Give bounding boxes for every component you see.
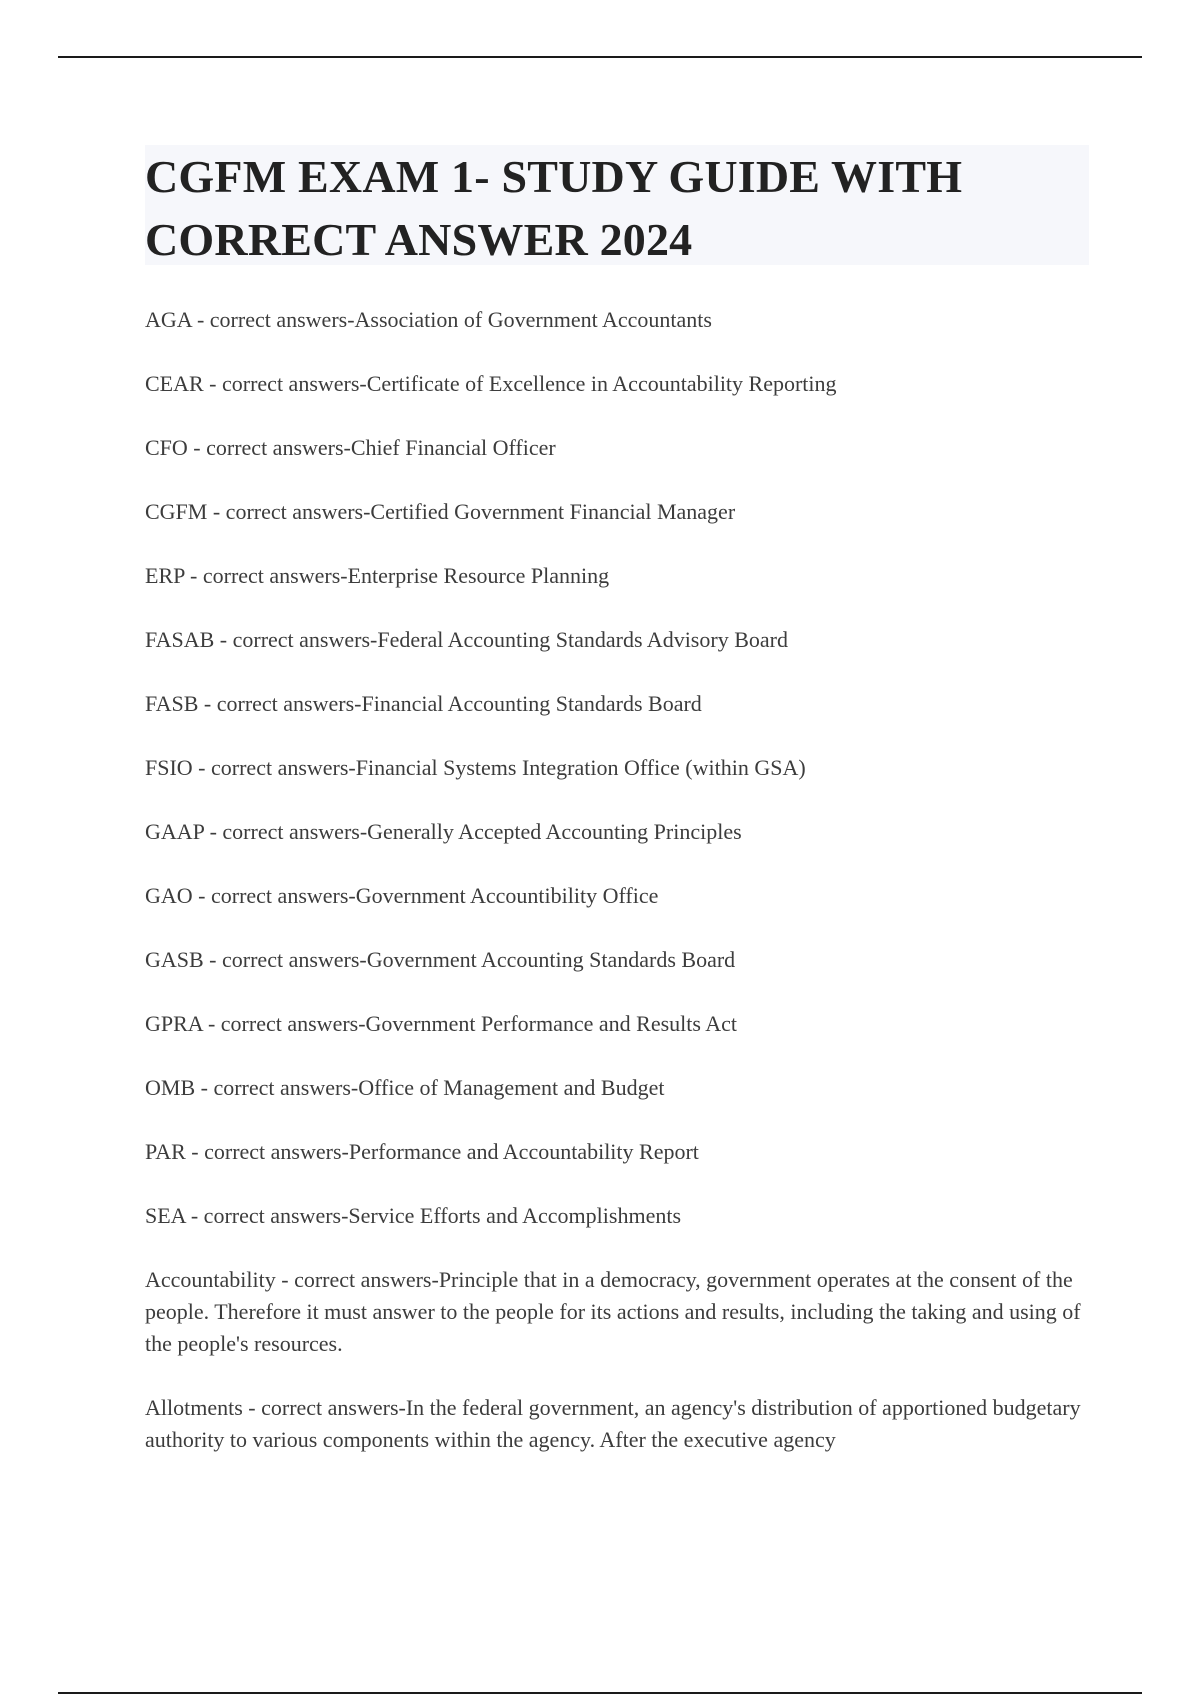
glossary-list bbox=[145, 304, 1095, 1488]
glossary-entry-fasb: FASB - correct answers-Financial Accounting Standards Board bbox=[145, 691, 702, 716]
glossary-entry-accountability: Accountability - correct answers-Principle that in a democracy, government operates at the consent of the people. Therefore it must answer to the people for its actions and results, including the taking and using of the people's resources. bbox=[145, 1267, 1081, 1356]
glossary-entry-gasb: GASB - correct answers-Government Accounting Standards Board bbox=[145, 947, 736, 972]
glossary-entry-cear: CEAR - correct answers-Certificate of Excellence in Accountability Reporting bbox=[145, 371, 837, 396]
glossary-entry-fasab: FASAB - correct answers-Federal Accounting Standards Advisory Board bbox=[145, 627, 788, 652]
footer-rule bbox=[58, 1692, 1142, 1694]
glossary-entry-omb: OMB - correct answers-Office of Management and Budget bbox=[145, 1075, 665, 1100]
document-title: CGFM EXAM 1- STUDY GUIDE WITH CORRECT ANSWER 2024 bbox=[145, 151, 963, 265]
glossary-entry-sea: SEA - correct answers-Service Efforts and Accomplishments bbox=[145, 1203, 682, 1228]
glossary-entry-cgfm: CGFM - correct answers-Certified Government Financial Manager bbox=[145, 499, 736, 524]
glossary-entry-fsio: FSIO - correct answers-Financial Systems Integration Office (within GSA) bbox=[145, 755, 806, 780]
glossary-entry-gao: GAO - correct answers-Government Accountibility Office bbox=[145, 883, 659, 908]
glossary-entry-cfo: CFO - correct answers-Chief Financial Officer bbox=[145, 435, 556, 460]
glossary-entry-gpra: GPRA - correct answers-Government Performance and Results Act bbox=[145, 1011, 738, 1036]
glossary-entry-gaap: GAAP - correct answers-Generally Accepted Accounting Principles bbox=[145, 819, 742, 844]
glossary-entry-aga: AGA - correct answers-Association of Government Accountants bbox=[145, 307, 712, 332]
glossary-entry-par: PAR - correct answers-Performance and Accountability Report bbox=[145, 1139, 699, 1164]
glossary-entry-erp: ERP - correct answers-Enterprise Resource Planning bbox=[145, 563, 610, 588]
header-rule bbox=[58, 56, 1142, 58]
glossary-entry-allotments: Allotments - correct answers-In the federal government, an agency's distribution of apportioned budgetary authority to various components within the agency. After the executive agency bbox=[145, 1395, 1081, 1452]
